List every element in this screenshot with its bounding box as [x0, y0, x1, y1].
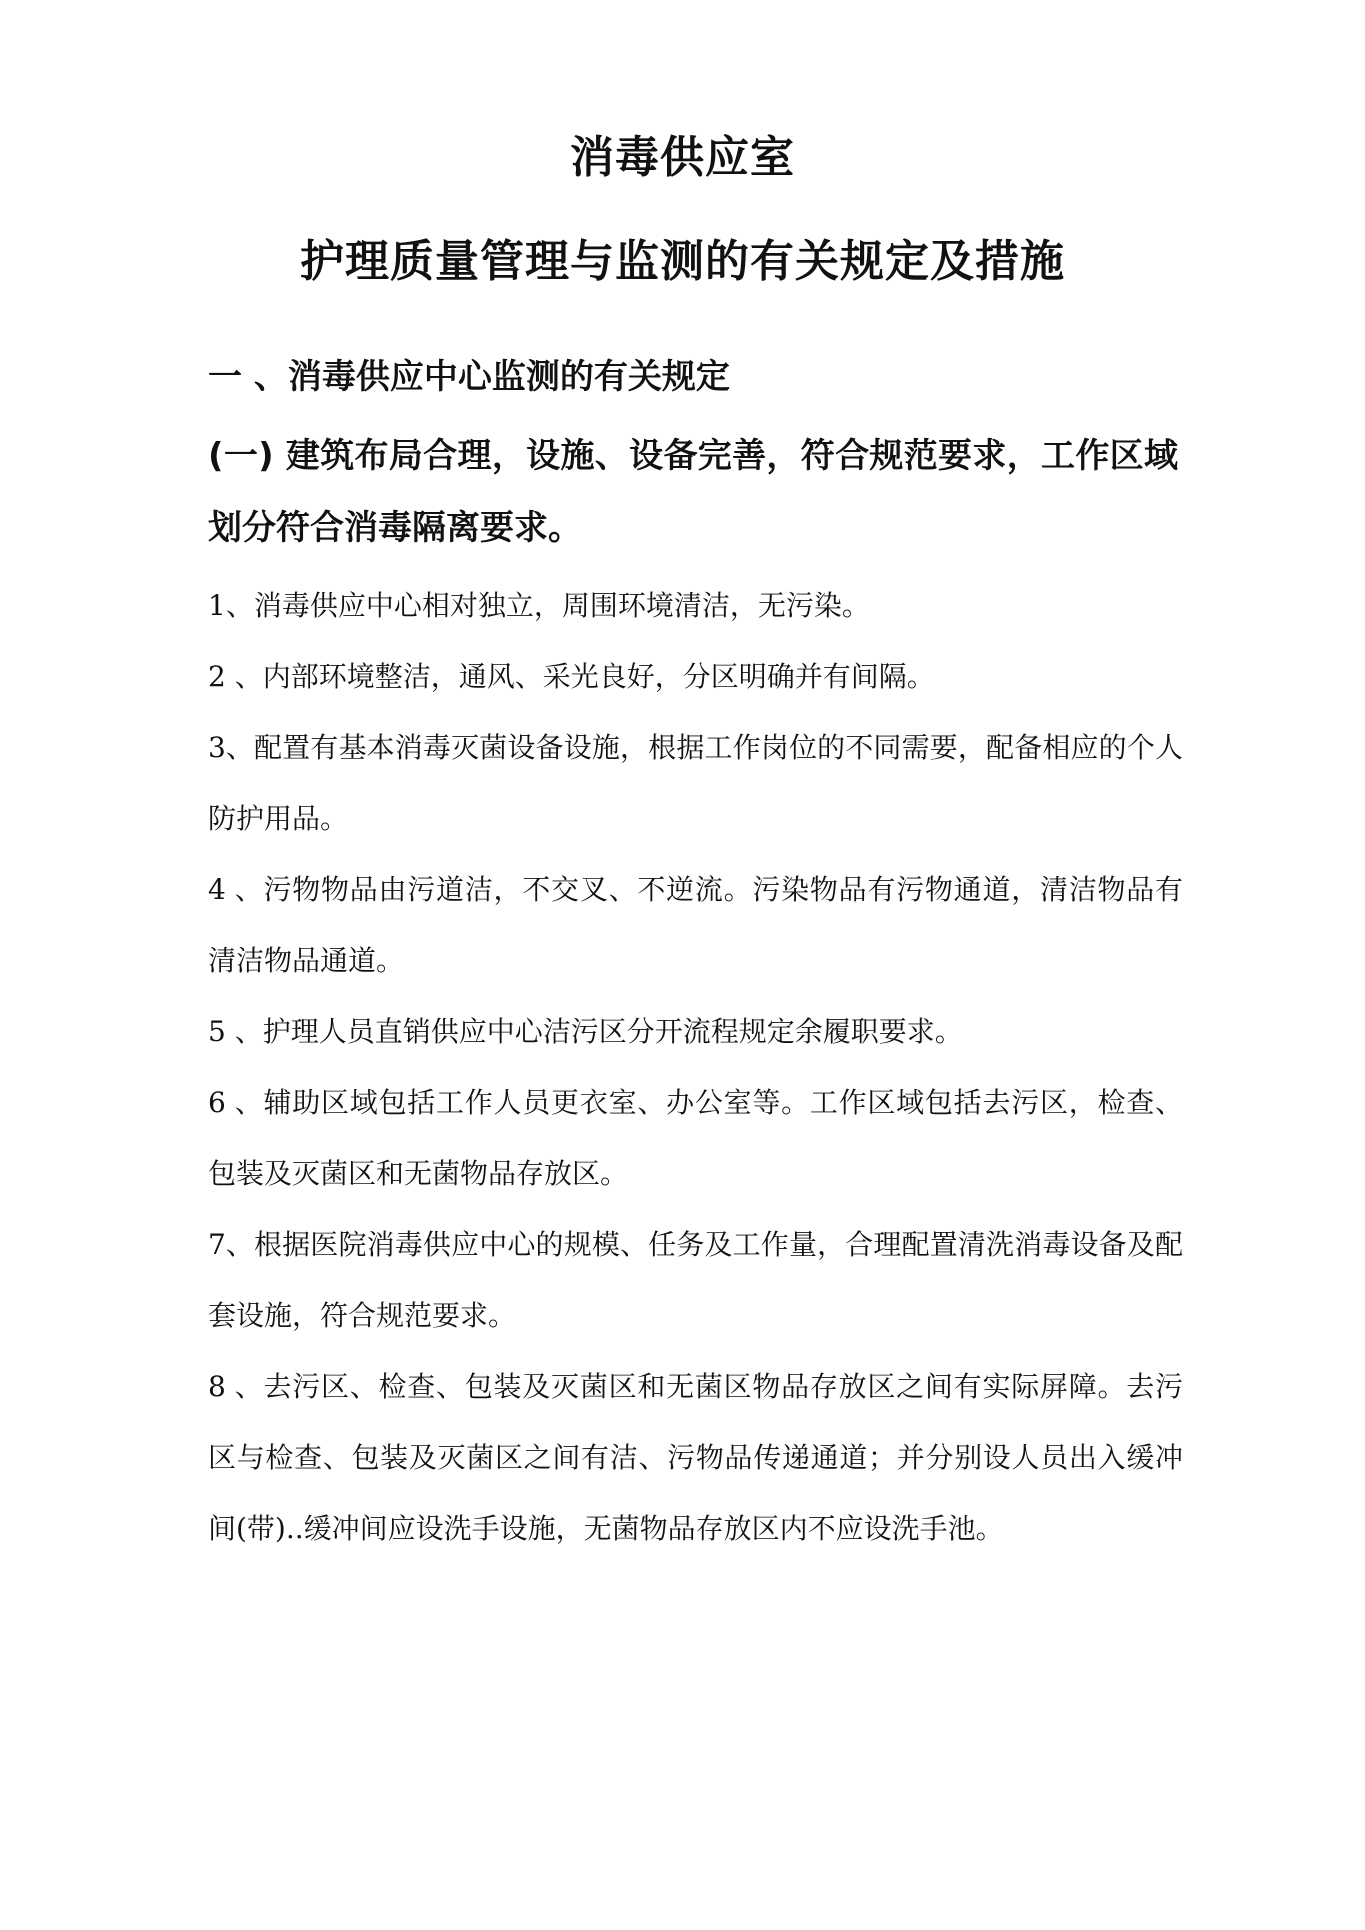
list-item-text: 护理人员直销供应中心洁污区分开流程规定余履职要求。 [262, 1015, 963, 1048]
list-item-text: 消毒供应中心相对独立，周围环境清洁，无污染。 [253, 589, 870, 622]
list-item-number: 7、 [208, 1228, 254, 1261]
list-item-number: 6 、 [208, 1086, 263, 1119]
list-item [208, 1351, 1183, 1564]
list-item-number: 3、 [208, 731, 254, 764]
list-item-text: 辅助区域包括工作人员更衣室、办公室等。工作区域包括去污区，检查、包装及灭菌区和无菌物品存放区。 [208, 1086, 1183, 1190]
list-item-number: 5 、 [208, 1015, 263, 1048]
list-item-text: 内部环境整洁，通风、采光良好，分区明确并有间隔。 [262, 660, 935, 693]
list-item-number: 2 、 [208, 660, 263, 693]
list-item [208, 854, 1183, 996]
list-item-number: 8 、 [208, 1370, 263, 1403]
document-title: 消毒供应室 [570, 132, 795, 183]
document-subtitle: 护理质量管理与监测的有关规定及措施 [300, 236, 1065, 287]
list-item [208, 996, 1183, 1067]
list-item-number: 1、 [208, 589, 254, 622]
list-item-text: 污物物品由污道洁，不交叉、不逆流。污染物品有污物通道，清洁物品有清洁物品通道。 [208, 873, 1183, 977]
list-item [208, 641, 1183, 712]
numbered-list [208, 570, 1183, 1564]
list-item-text: 根据医院消毒供应中心的规模、任务及工作量，合理配置清洗消毒设备及配套设施，符合规范要求。 [208, 1228, 1183, 1332]
list-item-text: 去污区、检查、包装及灭菌区和无菌区物品存放区之间有实际屏障。去污区与检查、包装及灭菌区之间有洁、污物品传递通道；并分别设人员出入缓冲间(带)..缓冲间应设洗手设施，无菌物品存放区内不应设洗手池。 [208, 1370, 1183, 1545]
list-item [208, 1209, 1183, 1351]
list-item-number: 4 、 [208, 873, 263, 906]
subsection-heading: (一) 建筑布局合理，设施、设备完善，符合规范要求，工作区域划分符合消毒隔离要求。 [208, 436, 1178, 548]
list-item [208, 1067, 1183, 1209]
list-item [208, 570, 1183, 641]
list-item-text: 配置有基本消毒灭菌设备设施，根据工作岗位的不同需要，配备相应的个人防护用品。 [208, 731, 1183, 835]
list-item [208, 712, 1183, 854]
section-heading: 一 、消毒供应中心监测的有关规定 [208, 357, 730, 397]
